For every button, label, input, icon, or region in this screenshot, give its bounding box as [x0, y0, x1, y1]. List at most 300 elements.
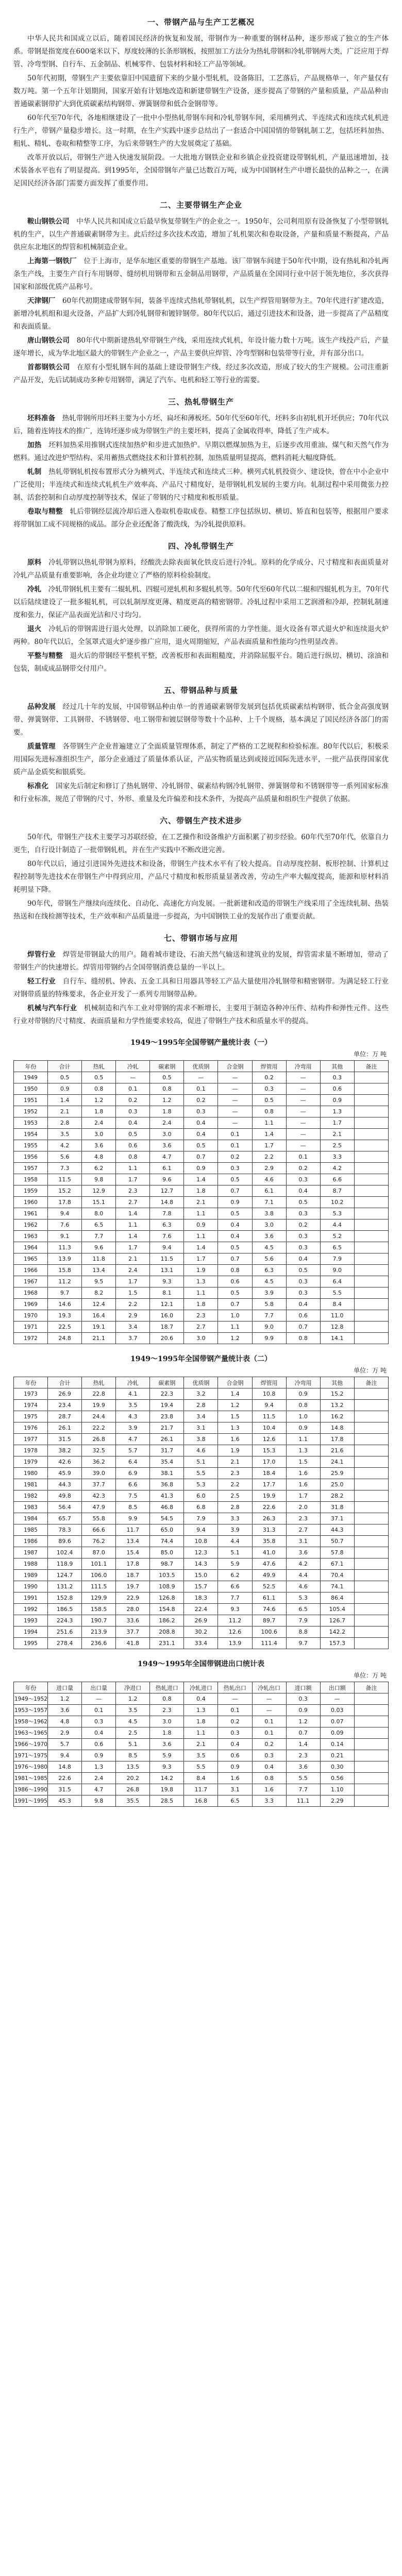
table-cell: 4.2 [286, 1558, 320, 1570]
table-cell: 0.6 [218, 1750, 252, 1761]
table-cell: 3.5 [116, 1705, 150, 1716]
table-cell: 5.5 [184, 1761, 218, 1773]
table-cell: 0.3 [286, 1276, 320, 1287]
table-cell: 89.7 [252, 1615, 286, 1626]
table-cell: 65.7 [48, 1513, 82, 1524]
table-cell [354, 1502, 388, 1513]
table-cell: 7.6 [150, 1231, 184, 1242]
table-cell: 5.2 [320, 1231, 354, 1242]
table-cell: 66.6 [82, 1524, 116, 1536]
table-cell: 21.1 [82, 1333, 116, 1344]
table-cell: 5.7 [48, 1739, 82, 1750]
table-cell: 1985 [14, 1524, 48, 1536]
table-cell: 8.5 [116, 1750, 150, 1761]
paragraph-lead: 原料 [27, 558, 42, 567]
table-cell: 8.1 [150, 1287, 184, 1299]
table-cell [354, 1219, 388, 1231]
table-cell: 21.7 [150, 1422, 184, 1434]
paragraph-text: 90年代，带钢生产继续向连续化、自动化、高速化方向发展。一批新建和改造的带钢生产线采用了全连续轧制、热装热送和在线检测等技术，生产效率和产品质量进一步提高，为中国钢铁工业的发展作出了重要贡献。 [13, 900, 389, 921]
table-cell: 3.3 [320, 1151, 354, 1163]
table-cell: 0.21 [320, 1750, 354, 1761]
table-cell: 1988 [14, 1558, 48, 1570]
table-cell: 14.6 [48, 1299, 82, 1310]
paragraph [13, 112, 389, 150]
table-cell: 9.0 [320, 1265, 354, 1276]
table-cell: 12.7 [150, 1185, 184, 1197]
table-cell [354, 1784, 388, 1795]
paragraph [13, 556, 389, 582]
table-cell: 0.4 [184, 1693, 218, 1705]
paragraph-text: 各带钢生产企业普遍建立了全面质量管理体系，制定了严格的工艺规程和检验标准。80年代以后，积极采用国际先进标准组织生产，部分企业通过了质量体系认证，产品实物质量达到或接近国际先进水平，一批产品获得国家优质产品金质奖和银质奖。 [13, 742, 389, 776]
table-cell: 26.1 [48, 1422, 82, 1434]
table-cell: 2.2 [252, 1151, 286, 1163]
table-cell: 13.9 [218, 1638, 252, 1649]
paragraph [13, 466, 389, 504]
paragraph [13, 334, 389, 360]
paragraph [13, 361, 389, 387]
table-cell: 2.7 [286, 1524, 320, 1536]
table-cell: 4.6 [184, 1445, 218, 1456]
table-cell: 13.4 [116, 1536, 150, 1547]
table-cell: 131.2 [48, 1581, 82, 1592]
table-cell: 0.4 [286, 1253, 320, 1265]
table-cell: 3.6 [286, 1761, 320, 1773]
paragraph [13, 948, 389, 974]
table-cell [354, 1083, 388, 1095]
table-cell: 3.5 [116, 1400, 150, 1411]
table-cell: 1.1 [184, 1287, 218, 1299]
section-title: 三、热轧带钢生产 [167, 397, 234, 406]
table-cell: 15.4 [116, 1547, 150, 1558]
table-cell: 12.6 [252, 1434, 286, 1445]
table-cell: 1956 [14, 1151, 48, 1163]
table-cell: 3.5 [184, 1750, 218, 1761]
table-cell: 2.3 [286, 1750, 320, 1761]
table-cell: 12.9 [82, 1185, 116, 1197]
table-cell: 1993 [14, 1615, 48, 1626]
column-header: 合金钢 [218, 1061, 252, 1072]
table-cell: 118.9 [48, 1558, 82, 1570]
table-row [14, 1276, 389, 1287]
table-cell: 28.7 [48, 1411, 82, 1422]
table-cell [354, 1638, 388, 1649]
table-cell: 103.5 [150, 1570, 184, 1581]
table-cell: 11.5 [48, 1174, 82, 1185]
document-body [13, 16, 389, 1807]
table-cell [354, 1716, 388, 1727]
paragraph-text: 在原有小型轧钢车间的基础上建设带钢生产线，经过多次改造，形成了较大的生产规模。公司注重新产品开发，先后试制成功多种专用钢带，满足了汽车、电机和轻工等行业的需要。 [13, 363, 389, 384]
table-cell: 3.9 [116, 1422, 150, 1434]
table-cell: 1.4 [218, 1388, 252, 1400]
table-cell: — [218, 1117, 252, 1129]
table-cell: 1.1 [116, 1219, 150, 1231]
table-cell: 1972 [14, 1333, 48, 1344]
table-cell: 154.8 [150, 1604, 184, 1615]
table-cell: 9.1 [48, 1231, 82, 1242]
paragraph [13, 780, 389, 806]
table-cell: 2.4 [116, 1265, 150, 1276]
table-cell: 9.3 [150, 1761, 184, 1773]
table-cell: 22.4 [184, 1604, 218, 1615]
table-cell: 15.0 [184, 1570, 218, 1581]
table-cell: 44.3 [320, 1524, 354, 1536]
table-row [14, 1750, 389, 1761]
table-cell: 6.5 [218, 1795, 252, 1807]
table-cell: 13.9 [48, 1253, 82, 1265]
table-cell [354, 1739, 388, 1750]
table-cell: 152.8 [48, 1592, 82, 1604]
table-cell: 1991～1995 [14, 1795, 48, 1807]
table-cell [354, 1400, 388, 1411]
table-cell: — [218, 1693, 252, 1705]
table-cell [354, 1581, 388, 1592]
table-cell: 6.3 [252, 1265, 286, 1276]
table-cell: 3.9 [218, 1524, 252, 1536]
paragraph-text: 改革开放以后，带钢生产进入快速发展阶段。一大批地方钢铁企业和乡镇企业投资建设带钢轧机，产量迅速增加，技术装备水平也有了明显提高。到1995年，全国带钢年产量已达数百万吨，成为中国钢材生产中增长最快的品种之一，在满足国民经济各部门需要方面发挥了重要作用。 [13, 154, 389, 188]
table-row [14, 1411, 389, 1422]
table-cell: 6.5 [286, 1604, 320, 1615]
table-cell: 1.3 [286, 1445, 320, 1456]
paragraph-lead: 焊管行业 [27, 951, 56, 959]
table-cell: 5.1 [218, 1547, 252, 1558]
table-cell: 1979 [14, 1456, 48, 1468]
table-cell [354, 1174, 388, 1185]
column-header: 优质钢 [184, 1061, 218, 1072]
column-header: 合计 [48, 1061, 82, 1072]
table-cell: 19.3 [48, 1310, 82, 1321]
table-cell: 7.7 [82, 1231, 116, 1242]
table-cell: — [286, 1106, 320, 1117]
table-cell: 3.4 [184, 1411, 218, 1422]
table-cell: 22.2 [82, 1422, 116, 1434]
table-cell: 41.0 [252, 1547, 286, 1558]
table-cell: 0.3 [116, 1106, 150, 1117]
paragraph-text: 60年代至70年代，各地相继建设了一批中小型热轧带钢车间和冷轧带钢车间，采用横列式、半连续式和连续式轧机进行生产，带钢产量稳步增长。这一时期，在生产实践中逐步总结出了一套适合中国国情的带钢轧制工艺，包括坯料加热、粗轧、精轧、卷取和精整等工序，为后来带钢生产的大发展奠定了基础。 [13, 114, 389, 148]
table-cell: 0.7 [218, 1299, 252, 1310]
table-cell: 22.5 [48, 1321, 82, 1333]
table-cell: 36.2 [82, 1456, 116, 1468]
table-cell: 102.4 [48, 1547, 82, 1558]
table-cell [354, 1422, 388, 1434]
table-cell: 2.2 [116, 1299, 150, 1310]
table-cell: 0.8 [286, 1400, 320, 1411]
table-cell: 0.1 [218, 1705, 252, 1716]
table-cell: 3.1 [218, 1784, 252, 1795]
table-cell: 15.2 [320, 1388, 354, 1400]
table-cell: 0.4 [286, 1185, 320, 1197]
table-cell: 7.3 [48, 1163, 82, 1174]
table-cell: 2.8 [184, 1400, 218, 1411]
table-cell: 89.6 [48, 1536, 82, 1547]
table-cell: 1.3 [218, 1422, 252, 1434]
table-cell: 3.6 [48, 1705, 82, 1716]
table-cell: 1.4 [184, 1174, 218, 1185]
column-header: 年份 [14, 1377, 48, 1388]
table-row [14, 1219, 389, 1231]
table-cell: 0.9 [184, 1163, 218, 1174]
table-row [14, 1140, 389, 1151]
table-cell: — [218, 1095, 252, 1106]
table-cell: 19.1 [82, 1321, 116, 1333]
table-row [14, 1231, 389, 1242]
table-cell: 1.1 [252, 1117, 286, 1129]
statistics-table-block [13, 1353, 389, 1649]
table-cell: 41.8 [116, 1638, 150, 1649]
table-cell: 24.1 [320, 1456, 354, 1468]
table-cell: 0.3 [286, 1287, 320, 1299]
table-cell: 15.7 [184, 1581, 218, 1592]
paragraph-text: 冷轧后的带钢需进行退火处理，以消除加工硬化，获得所需的力学性能。退火设备有罩式退火炉和连续退火炉两种。80年代以后，全氢罩式退火炉逐步推广应用，退火周期缩短，产品表面质量和性能均匀性明显改善。 [13, 625, 389, 646]
table-row [14, 1072, 389, 1083]
table-cell [354, 1536, 388, 1547]
column-header: 热轧 [82, 1377, 116, 1388]
paragraph-lead: 天津钢厂 [27, 297, 56, 305]
table-cell: 0.7 [286, 1321, 320, 1333]
table-cell: 19.4 [150, 1400, 184, 1411]
table-cell [354, 1242, 388, 1253]
paragraph [13, 72, 389, 111]
table-cell: 3.2 [184, 1388, 218, 1400]
paragraph [13, 583, 389, 622]
table-cell: 3.0 [150, 1129, 184, 1140]
paragraph [13, 740, 389, 779]
table-cell: 1.8 [150, 1727, 184, 1739]
paragraph-text: 中华人民共和国成立以后，随着国民经济的恢复和发展，带钢作为一种重要的钢材品种，逐步形成了独立的生产体系。带钢是指宽度在600毫米以下、厚度较薄的长条形钢板，按照加工方法分为热轧带钢和冷轧带钢两大类，广泛应用于焊管、冷弯型钢、自行车、五金制品、机械零件、包装材料和轻工产品等领域。 [13, 35, 389, 69]
table-cell: 1971～1975 [14, 1750, 48, 1761]
table-cell: — [218, 1083, 252, 1095]
table-cell: 1.6 [218, 1434, 252, 1445]
column-header: 出口额 [320, 1682, 354, 1693]
table-cell: 3.7 [116, 1333, 150, 1344]
table-cell: 190.7 [82, 1615, 116, 1626]
table-cell: 3.6 [82, 1140, 116, 1151]
table-cell: — [252, 1693, 286, 1705]
table-cell [354, 1479, 388, 1490]
column-header: 其他 [320, 1061, 354, 1072]
table-cell: 6.6 [320, 1174, 354, 1185]
table-cell: 1987 [14, 1547, 48, 1558]
paragraph-text: 机械制造和汽车工业对带钢的需求不断增长，主要用于制造各种冲压件、结构件和弹性元件。这些行业对带钢的尺寸精度、表面质量和力学性能要求较高，促进了带钢生产技术和质量水平的提高。 [13, 1004, 389, 1025]
table-row [14, 1117, 389, 1129]
table-cell: 1971 [14, 1321, 48, 1333]
table-cell: 13.2 [320, 1400, 354, 1411]
table-cell: 22.3 [150, 1388, 184, 1400]
table-cell: 1.1 [184, 1208, 218, 1219]
table-cell: 124.7 [48, 1570, 82, 1581]
table-cell: 9.5 [82, 1276, 116, 1287]
paragraph-text: 50年代初期，带钢生产主要依靠旧中国遗留下来的少量小型轧机，设备陈旧，工艺落后，产品规格单一，年产量仅有数万吨。第一个五年计划期间，国家开始有计划地改造和新建带钢生产设备，逐步提高了带钢的产量和质量，产品品种由普通碳素钢带扩大到优质碳素结构钢带、弹簧钢带和低合金钢带等。 [13, 74, 389, 108]
table-cell [354, 1411, 388, 1422]
table-cell: 4.8 [48, 1716, 82, 1727]
table-cell [354, 1197, 388, 1208]
paragraph [13, 897, 389, 923]
table-cell: 1.3 [82, 1761, 116, 1773]
table-cell: 11.3 [48, 1242, 82, 1253]
table-cell: 16.2 [320, 1411, 354, 1422]
table-cell: 31.5 [48, 1434, 82, 1445]
table-cell: 8.8 [286, 1626, 320, 1638]
table-cell: 1991 [14, 1592, 48, 1604]
table-cell [354, 1524, 388, 1536]
table-cell [354, 1106, 388, 1117]
table-cell: 108.9 [150, 1581, 184, 1592]
table-cell: 106.0 [82, 1570, 116, 1581]
table-cell: 0.9 [320, 1095, 354, 1106]
table-cell: 0.9 [218, 1761, 252, 1773]
table-cell: 0.9 [82, 1750, 116, 1761]
table-cell: 9.8 [82, 1795, 116, 1807]
table-cell: 126.7 [320, 1615, 354, 1626]
table-cell: — [82, 1693, 116, 1705]
column-header: 年份 [14, 1061, 48, 1072]
table-cell: 7.7 [286, 1784, 320, 1795]
table-cell: 47.9 [82, 1502, 116, 1513]
table-cell: 1959 [14, 1185, 48, 1197]
table-cell: 1.8 [150, 1106, 184, 1117]
table-cell: 1963～1965 [14, 1727, 48, 1739]
table-cell: 1.1 [116, 1163, 150, 1174]
table-row [14, 1716, 389, 1727]
table-cell: 2.5 [116, 1727, 150, 1739]
table-cell: 105.4 [320, 1604, 354, 1615]
table-cell: 7.6 [48, 1219, 82, 1231]
table-cell: 2.4 [82, 1773, 116, 1784]
table-cell: 0.1 [252, 1716, 286, 1727]
table-cell: 1958～1962 [14, 1716, 48, 1727]
table-row [14, 1095, 389, 1106]
paragraph-text: 退火后的带钢经平整机平整，改善板形和表面粗糙度，并消除屈服平台。随后进行纵切、横切、涂油和包装，制成成品钢带交付用户。 [13, 652, 389, 673]
table-cell: 37.7 [82, 1479, 116, 1490]
paragraph-text: 坯料加热采用推钢式连续加热炉和步进式加热炉。早期以燃煤加热为主，后逐步改用重油、煤气和天然气作为燃料。通过改进炉型结构、采用蓄热式燃烧技术和计算机控制，加热质量明显提高，燃料消耗大幅度降低。 [13, 441, 389, 462]
table-cell: 1.1 [286, 1434, 320, 1445]
table-cell: 9.4 [252, 1400, 286, 1411]
table-cell [354, 1626, 388, 1638]
table-cell: 39.0 [82, 1468, 116, 1479]
table-cell: 1973 [14, 1388, 48, 1400]
table-cell: 1.6 [252, 1784, 286, 1795]
table-cell: 46.8 [150, 1502, 184, 1513]
paragraph-text: 经过几十年的发展，中国带钢品种由单一的普通碳素钢带发展到包括优质碳素结构钢带、低合金高强度钢带、弹簧钢带、工具钢带、不锈钢带、电工钢带和镀层钢带等数十个品种、上千个规格，基本满足了国民经济各部门的需要。 [13, 703, 389, 737]
table-cell: 31.7 [150, 1445, 184, 1456]
table-row [14, 1727, 389, 1739]
table-cell: 0.2 [218, 1151, 252, 1163]
table-row [14, 1592, 389, 1604]
table-row [14, 1400, 389, 1411]
table-cell: 1954 [14, 1129, 48, 1140]
table-cell: 0.4 [218, 1739, 252, 1750]
table-cell: 11.0 [320, 1310, 354, 1321]
table-row [14, 1208, 389, 1219]
table-cell: 1.7 [320, 1117, 354, 1129]
table-cell: 0.5 [184, 1140, 218, 1151]
table-cell: 30.2 [184, 1626, 218, 1638]
table-cell: 0.2 [252, 1739, 286, 1750]
table-cell [354, 1604, 388, 1615]
table-cell: 3.3 [252, 1795, 286, 1807]
table-cell: 15.3 [252, 1445, 286, 1456]
table-cell: 1970 [14, 1310, 48, 1321]
table-cell: — [286, 1117, 320, 1129]
table-cell: 1.8 [184, 1716, 218, 1727]
table-cell: 0.8 [116, 1151, 150, 1163]
table-cell: 3.8 [252, 1208, 286, 1219]
table-cell: 1.1 [184, 1727, 218, 1739]
table-row [14, 1253, 389, 1265]
table-cell [354, 1117, 388, 1129]
paragraph-text: 自行车、缝纫机、钟表、五金工具和日用器具等轻工产品大量使用冷轧钢带和精密钢带。为满足轻工行业对钢带质量的特殊要求，各企业开发了一系列专用钢带品种。 [13, 977, 389, 998]
table-cell: 49.9 [252, 1570, 286, 1581]
table-cell: 1.2 [218, 1333, 252, 1344]
table-cell: 1974 [14, 1400, 48, 1411]
table-cell: 14.2 [150, 1773, 184, 1784]
table-cell: 1.0 [286, 1411, 320, 1422]
table-cell: 1961 [14, 1208, 48, 1219]
table-cell: 224.3 [48, 1615, 82, 1626]
table-cell: 1.6 [218, 1773, 252, 1784]
table-cell: 0.6 [320, 1083, 354, 1095]
table-cell: 9.8 [82, 1174, 116, 1185]
table-cell: 1.7 [116, 1276, 150, 1287]
table-cell: 3.6 [150, 1739, 184, 1750]
table-cell [354, 1299, 388, 1310]
table-cell: 0.9 [184, 1219, 218, 1231]
table-row [14, 1333, 389, 1344]
table-cell: 0.09 [320, 1727, 354, 1739]
table-cell: 1967 [14, 1276, 48, 1287]
table-cell: 67.1 [320, 1558, 354, 1570]
table-cell: 0.3 [286, 1242, 320, 1253]
table-cell: 16.8 [184, 1795, 218, 1807]
table-cell: 11.7 [184, 1784, 218, 1795]
table-cell: 26.8 [116, 1784, 150, 1795]
table-cell: 1949 [14, 1072, 48, 1083]
table-cell: 9.6 [150, 1174, 184, 1185]
table-cell: 0.5 [48, 1072, 82, 1083]
table-cell: 9.3 [150, 1276, 184, 1287]
table-cell: 0.3 [286, 1174, 320, 1185]
table-cell: 11.1 [286, 1795, 320, 1807]
table-cell: 0.5 [218, 1287, 252, 1299]
table-cell: 251.6 [48, 1626, 82, 1638]
column-header: 冷弯用 [286, 1377, 320, 1388]
column-header: 净进口 [116, 1682, 150, 1693]
table-cell: 22.6 [252, 1502, 286, 1513]
table-cell: 0.56 [320, 1773, 354, 1784]
table-cell: — [218, 1072, 252, 1083]
table-cell: 4.4 [286, 1570, 320, 1581]
table-cell: 8.4 [320, 1299, 354, 1310]
table-cell: 2.4 [150, 1117, 184, 1129]
paragraph-lead: 标准化 [27, 782, 49, 790]
table-cell: 26.9 [184, 1615, 218, 1626]
table-cell: 2.5 [218, 1490, 252, 1502]
table-row [14, 1773, 389, 1784]
statistics-table [13, 1060, 389, 1344]
paragraph-text: 国家先后制定和修订了热轧钢带、冷轧钢带、碳素结构钢冷轧钢带、弹簧钢带和不锈钢带等一系列国家标准和行业标准，规范了带钢的尺寸、外形、重量及允许偏差和技术条件，为提高产品质量和组织生产提供了依据。 [13, 782, 389, 803]
table-cell: 45.9 [48, 1468, 82, 1479]
table-cell: 7.9 [320, 1253, 354, 1265]
section-title: 六、带钢生产技术进步 [159, 816, 242, 825]
table-row [14, 1468, 389, 1479]
table-cell: 0.3 [320, 1072, 354, 1083]
table-cell: 1.6 [286, 1479, 320, 1490]
table-cell: 26.8 [82, 1434, 116, 1445]
table-row [14, 1265, 389, 1276]
column-header: 热轧进口 [150, 1682, 184, 1693]
table-cell: — [286, 1140, 320, 1151]
table-header-row [14, 1682, 389, 1693]
table-cell [354, 1140, 388, 1151]
